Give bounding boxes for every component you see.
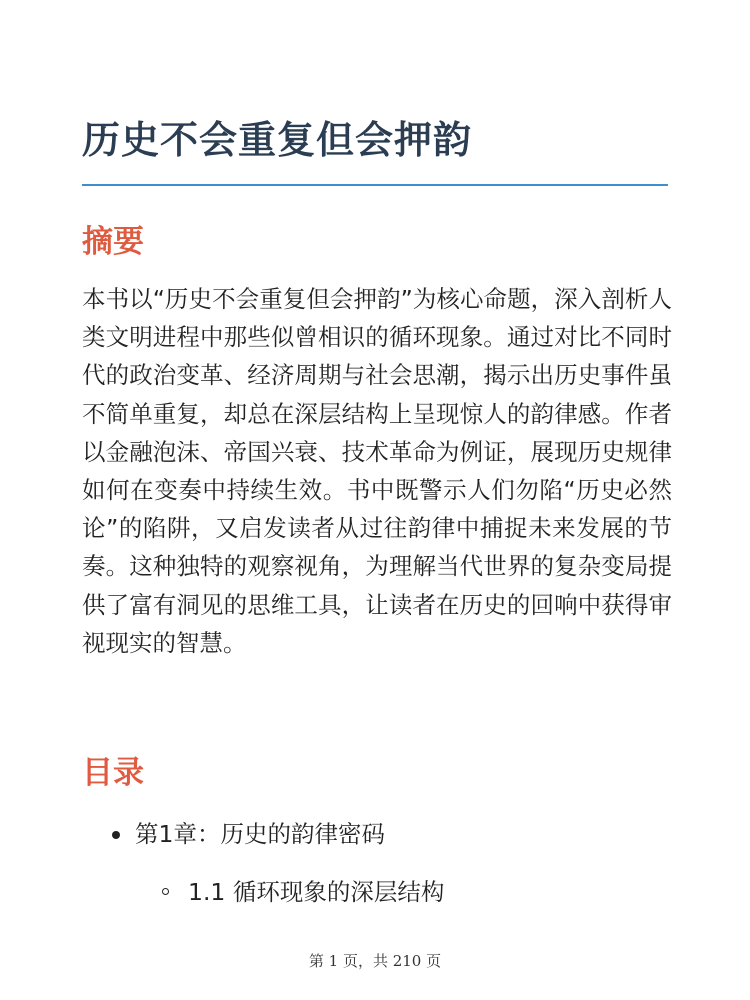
document-title: 历史不会重复但会押韵 [82, 118, 473, 162]
toc-heading: 目录 [82, 755, 144, 791]
page-number: 第 1 页，共 210 页 [308, 952, 442, 970]
abstract-heading: 摘要 [82, 224, 144, 260]
toc-item-label: 1.1 循环现象的深层结构 [188, 878, 445, 906]
toc-item-label: 第1章：历史的韵律密码 [135, 820, 385, 848]
bullet-disc-icon [112, 831, 120, 839]
bullet-circle-icon [162, 888, 169, 895]
title-divider [82, 184, 668, 186]
abstract-body: 本书以“历史不会重复但会押韵”为核心命题，深入剖析人类文明进程中那些似曾相识的循环现象。通过对比不同时代的政治变革、经济周期与社会思潮，揭示出历史事件虽不简单重复，却总在深层结构上呈现惊人的韵律感。作者以金融泡沫、帝国兴衰、技术革命为例证，展现历史规律如何在变奏中持续生效。书中既警示人们勿陷“历史必然论”的陷阱，又启发读者从过往韵律中捕捉未来发展的节奏。这种独特的观察视角，为理解当代世界的复杂变局提供了富有洞见的思维工具，让读者在历史的回响中获得审视现实的智慧。 [82, 285, 672, 657]
